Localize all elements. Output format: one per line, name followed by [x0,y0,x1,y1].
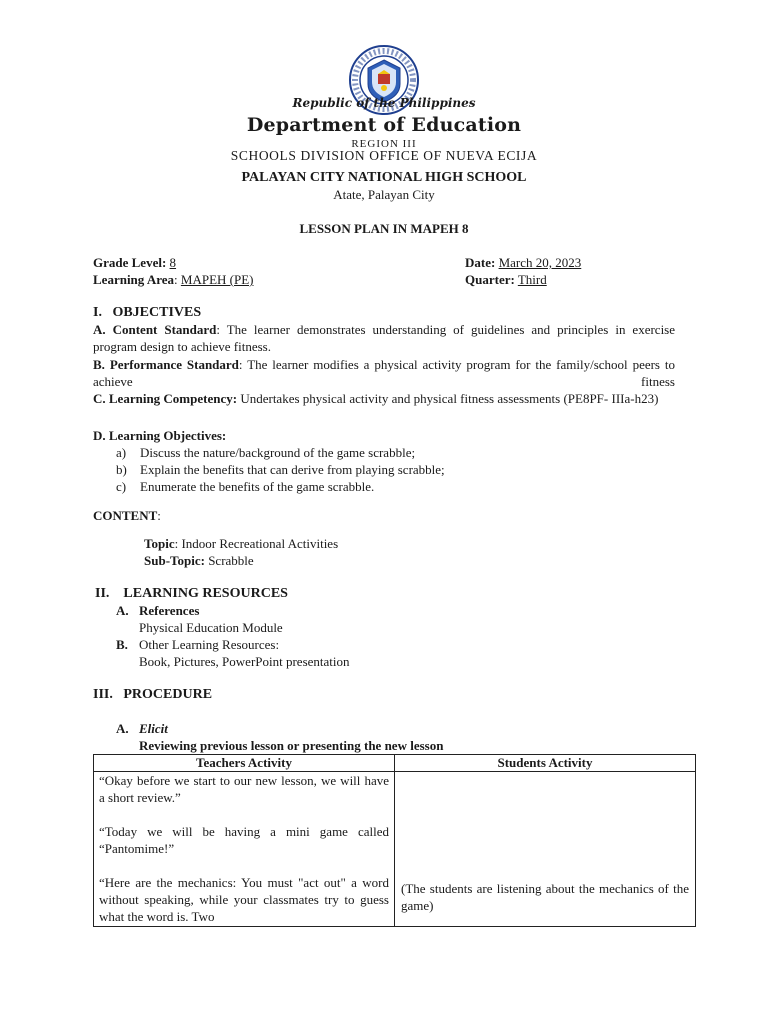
elicit-subheading: Reviewing previous lesson or presenting the new lesson [139,738,444,753]
school-address: Atate, Palayan City [333,187,435,202]
learning-objectives-label-text: D. Learning Objectives: [93,428,227,443]
teacher-paragraph: “Here are the mechanics: You must "act out" a word without speaking, while your classmates try to guess what the word is. Two [99,875,389,924]
division-heading: SCHOOLS DIVISION OFFICE OF NUEVA ECIJA [230,148,538,163]
republic-heading: Republic of the Philippines [292,96,476,110]
references-text: Physical Education Module [139,620,283,635]
learning-competency-label: C. Learning Competency: [93,391,238,406]
content-heading-text: CONTENT [93,508,158,523]
content-standard [93,321,675,355]
other-resources-marker: B. [116,637,128,652]
content-heading-colon: : [157,508,161,523]
content-heading [93,507,161,524]
list-item [116,444,445,461]
performance-standard-label: B. Performance Standard [93,357,239,372]
department-heading: Department of Education [246,114,522,136]
subtopic-label: Sub-Topic: [144,553,205,568]
activity-table [93,754,696,927]
region-heading: REGION III [351,138,417,150]
list-item-text: Enumerate the benefits of the game scrabble. [140,479,375,494]
teachers-activity-header: Teachers Activity [94,755,395,772]
list-marker: a) [116,445,127,460]
lesson-plan-title: LESSON PLAN IN MAPEH 8 [299,221,469,236]
procedure-heading-text: PROCEDURE [123,687,213,702]
grade-level-value: 8 [169,255,177,270]
learning-area-label: Learning Area [93,272,175,287]
table-row [94,772,696,927]
performance-standard-text: : The learner modifies a physical activity program for the family/school peers to achieve fitness [93,357,675,389]
table-header-row [94,755,696,772]
grade-level-label: Grade Level: [93,255,167,270]
date-value: March 20, 2023 [498,255,582,270]
performance-standard [93,356,675,390]
topic-text: : Indoor Recreational Activities [174,536,339,551]
teacher-paragraph: “Today we will be having a mini game called “Pantomime!” [99,824,389,856]
subtopic-text: Scrabble [204,553,254,568]
date-line [465,254,581,271]
resources-heading-number: II. [95,586,110,601]
content-standard-text: : The learner demonstrates understanding of guidelines and principles in exercise program design to achieve fitness. [93,322,676,354]
procedure-heading [93,686,212,703]
learning-area-line: Learning Area: MAPEH (PE) [93,272,254,287]
students-activity-cell [395,772,696,927]
date-label: Date: [465,255,496,270]
objectives-heading-number: I. [93,305,102,320]
school-name: PALAYAN CITY NATIONAL HIGH SCHOOL [241,170,527,185]
other-resources-text: Book, Pictures, PowerPoint presentation [139,654,350,669]
objectives-heading-text: OBJECTIVES [112,305,202,320]
list-marker: b) [116,462,127,477]
list-marker: c) [116,479,127,494]
student-paragraph: (The students are listening about the mechanics of the game) [401,881,689,913]
list-item-text: Explain the benefits that can derive from playing scrabble; [140,462,445,477]
learning-competency [93,390,675,407]
topic-line [144,535,338,552]
references-line [116,602,199,619]
teacher-paragraph: “Okay before we start to our new lesson, we will have a short review.” [99,773,389,805]
objectives-heading [93,304,201,321]
quarter-label: Quarter: [465,272,515,287]
learning-area-value: MAPEH (PE) [180,272,254,287]
list-item [116,478,445,495]
learning-objectives-list [116,444,445,495]
learning-objectives-label [93,427,226,444]
quarter-line [465,271,547,288]
procedure-heading-number: III. [93,687,113,702]
references-marker: A. [116,603,129,618]
resources-heading-text: LEARNING RESOURCES [123,586,288,601]
list-item [116,461,445,478]
elicit-line [116,720,168,737]
grade-level-line [93,254,176,271]
list-item-text: Discuss the nature/background of the game scrabble; [140,445,416,460]
teachers-activity-cell [94,772,395,927]
subtopic-line [144,552,254,569]
other-resources-label: Other Learning Resources: [139,637,280,652]
quarter-value: Third [517,272,547,287]
topic-label: Topic [144,536,175,551]
references-label: References [139,603,200,618]
content-standard-label: A. Content Standard [93,322,217,337]
learning-resources-heading [95,585,288,602]
elicit-label: Elicit [139,721,168,736]
other-resources-line [116,636,279,653]
students-activity-header: Students Activity [395,755,696,772]
learning-competency-text: Undertakes physical activity and physical fitness assessments (PE8PF- IIIa-h23) [237,391,659,406]
elicit-marker: A. [116,721,129,736]
